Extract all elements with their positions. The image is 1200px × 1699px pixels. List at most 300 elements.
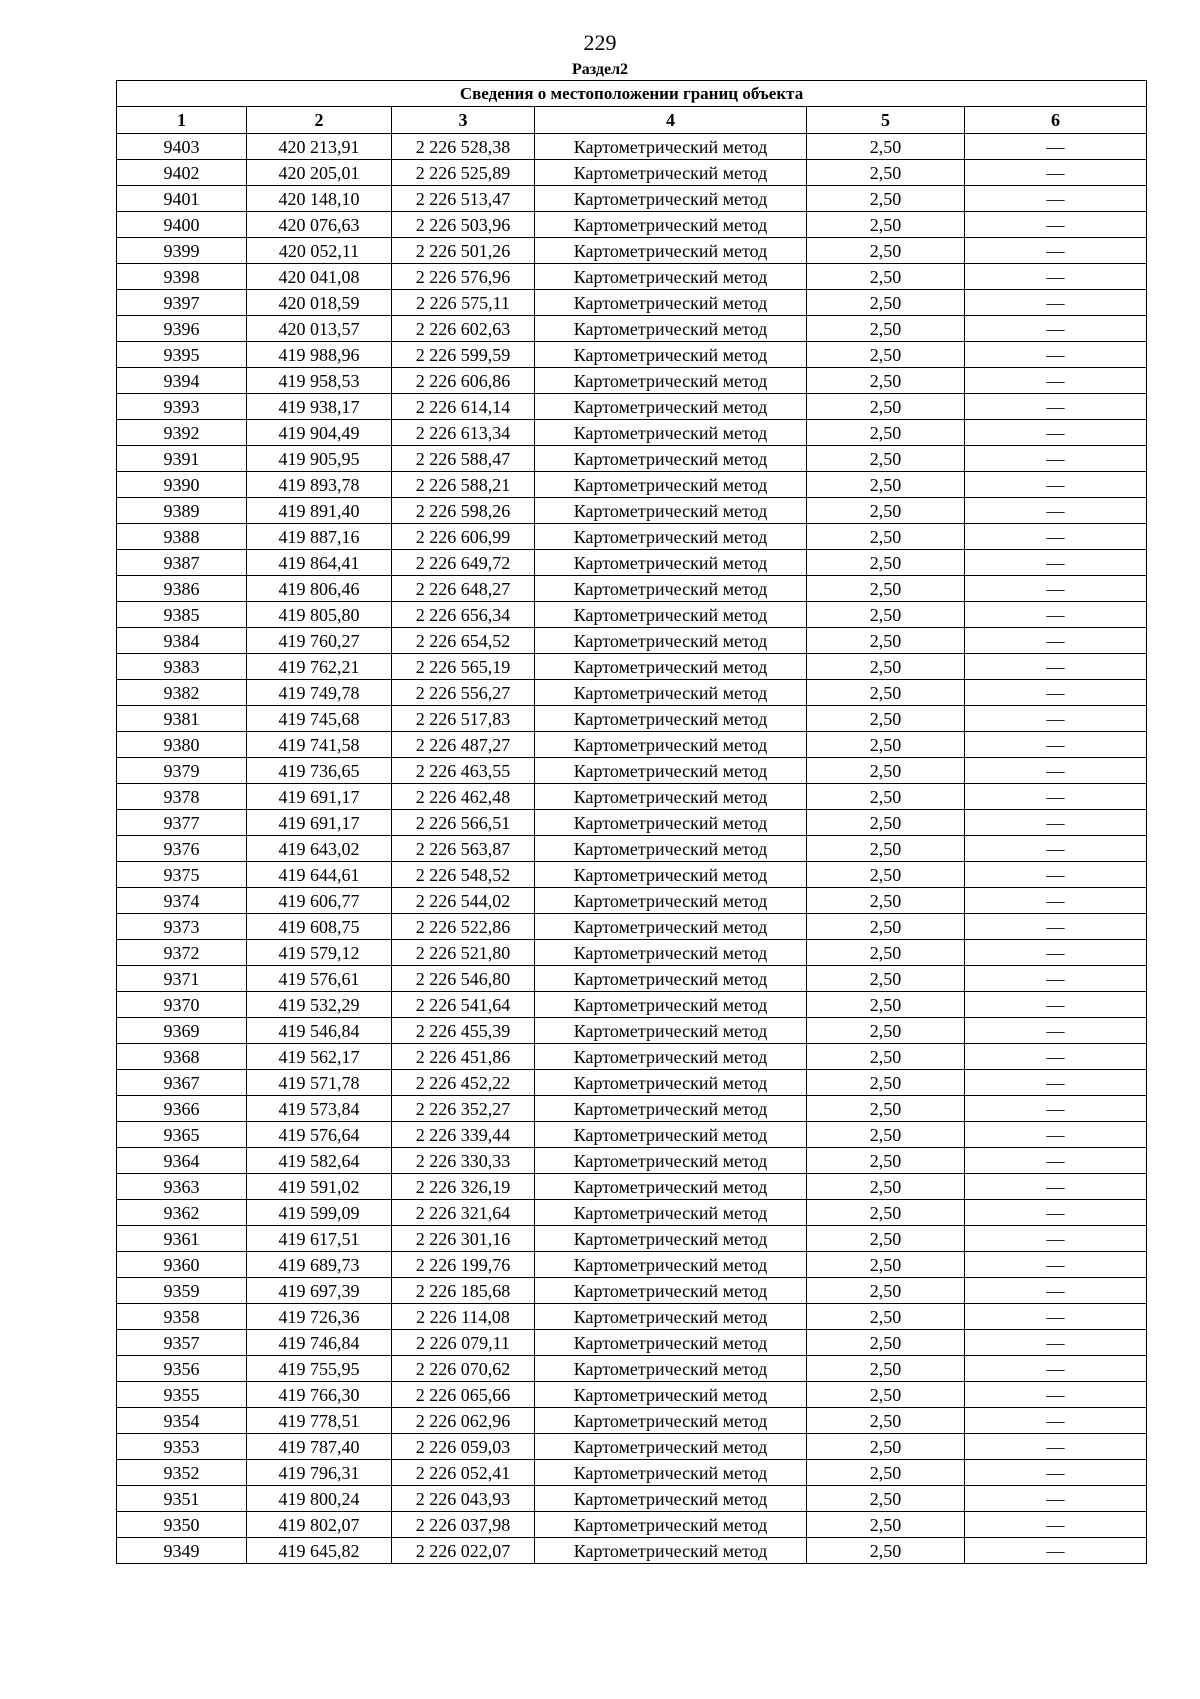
- point-number-cell: 9361: [117, 1226, 247, 1252]
- note-cell: —: [965, 290, 1147, 316]
- boundary-coordinates-table: [116, 80, 1147, 1564]
- y-coordinate-cell: 2 226 541,64: [392, 992, 535, 1018]
- table-row: [117, 134, 1147, 160]
- point-number-cell: 9401: [117, 186, 247, 212]
- accuracy-cell: 2,50: [807, 758, 965, 784]
- y-coordinate-cell: 2 226 503,96: [392, 212, 535, 238]
- method-cell: Картометрический метод: [535, 524, 807, 550]
- accuracy-cell: 2,50: [807, 810, 965, 836]
- method-cell: Картометрический метод: [535, 186, 807, 212]
- y-coordinate-cell: 2 226 522,86: [392, 914, 535, 940]
- accuracy-cell: 2,50: [807, 1486, 965, 1512]
- method-cell: Картометрический метод: [535, 1278, 807, 1304]
- note-cell: —: [965, 212, 1147, 238]
- accuracy-cell: 2,50: [807, 1356, 965, 1382]
- table-row: [117, 160, 1147, 186]
- x-coordinate-cell: 420 052,11: [247, 238, 392, 264]
- accuracy-cell: 2,50: [807, 212, 965, 238]
- note-cell: —: [965, 368, 1147, 394]
- y-coordinate-cell: 2 226 043,93: [392, 1486, 535, 1512]
- accuracy-cell: 2,50: [807, 1174, 965, 1200]
- point-number-cell: 9349: [117, 1538, 247, 1564]
- y-coordinate-cell: 2 226 330,33: [392, 1148, 535, 1174]
- method-cell: Картометрический метод: [535, 836, 807, 862]
- method-cell: Картометрический метод: [535, 420, 807, 446]
- section-title: Раздел2: [571, 61, 629, 78]
- x-coordinate-cell: 419 644,61: [247, 862, 392, 888]
- accuracy-cell: 2,50: [807, 368, 965, 394]
- accuracy-cell: 2,50: [807, 446, 965, 472]
- note-cell: —: [965, 1304, 1147, 1330]
- y-coordinate-cell: 2 226 606,86: [392, 368, 535, 394]
- accuracy-cell: 2,50: [807, 1226, 965, 1252]
- table-row: [117, 1096, 1147, 1122]
- x-coordinate-cell: 419 579,12: [247, 940, 392, 966]
- note-cell: —: [965, 784, 1147, 810]
- accuracy-cell: 2,50: [807, 862, 965, 888]
- accuracy-cell: 2,50: [807, 966, 965, 992]
- note-cell: —: [965, 836, 1147, 862]
- note-cell: —: [965, 1070, 1147, 1096]
- table-row: [117, 732, 1147, 758]
- note-cell: —: [965, 1148, 1147, 1174]
- x-coordinate-cell: 419 802,07: [247, 1512, 392, 1538]
- point-number-cell: 9402: [117, 160, 247, 186]
- x-coordinate-cell: 419 800,24: [247, 1486, 392, 1512]
- table-row: [117, 1174, 1147, 1200]
- y-coordinate-cell: 2 226 052,41: [392, 1460, 535, 1486]
- accuracy-cell: 2,50: [807, 992, 965, 1018]
- y-coordinate-cell: 2 226 528,38: [392, 134, 535, 160]
- table-row: [117, 446, 1147, 472]
- accuracy-cell: 2,50: [807, 1408, 965, 1434]
- accuracy-cell: 2,50: [807, 732, 965, 758]
- x-coordinate-cell: 419 762,21: [247, 654, 392, 680]
- accuracy-cell: 2,50: [807, 1382, 965, 1408]
- note-cell: —: [965, 1408, 1147, 1434]
- accuracy-cell: 2,50: [807, 1148, 965, 1174]
- table-row: [117, 1018, 1147, 1044]
- accuracy-cell: 2,50: [807, 498, 965, 524]
- y-coordinate-cell: 2 226 059,03: [392, 1434, 535, 1460]
- table-row: [117, 836, 1147, 862]
- method-cell: Картометрический метод: [535, 264, 807, 290]
- accuracy-cell: 2,50: [807, 550, 965, 576]
- table-row: [117, 628, 1147, 654]
- accuracy-cell: 2,50: [807, 602, 965, 628]
- x-coordinate-cell: 419 904,49: [247, 420, 392, 446]
- y-coordinate-cell: 2 226 613,34: [392, 420, 535, 446]
- y-coordinate-cell: 2 226 598,26: [392, 498, 535, 524]
- accuracy-cell: 2,50: [807, 836, 965, 862]
- y-coordinate-cell: 2 226 606,99: [392, 524, 535, 550]
- note-cell: —: [965, 472, 1147, 498]
- accuracy-cell: 2,50: [807, 238, 965, 264]
- x-coordinate-cell: 419 617,51: [247, 1226, 392, 1252]
- table-row: [117, 420, 1147, 446]
- note-cell: —: [965, 160, 1147, 186]
- point-number-cell: 9376: [117, 836, 247, 862]
- note-cell: —: [965, 1018, 1147, 1044]
- y-coordinate-cell: 2 226 599,59: [392, 342, 535, 368]
- table-row: [117, 602, 1147, 628]
- x-coordinate-cell: 419 562,17: [247, 1044, 392, 1070]
- method-cell: Картометрический метод: [535, 1434, 807, 1460]
- x-coordinate-cell: 419 691,17: [247, 784, 392, 810]
- method-cell: Картометрический метод: [535, 368, 807, 394]
- x-coordinate-cell: 419 571,78: [247, 1070, 392, 1096]
- table-row: [117, 1434, 1147, 1460]
- accuracy-cell: 2,50: [807, 186, 965, 212]
- note-cell: —: [965, 1252, 1147, 1278]
- x-coordinate-cell: 419 864,41: [247, 550, 392, 576]
- table-row: [117, 1252, 1147, 1278]
- y-coordinate-cell: 2 226 575,11: [392, 290, 535, 316]
- note-cell: —: [965, 1382, 1147, 1408]
- point-number-cell: 9375: [117, 862, 247, 888]
- x-coordinate-cell: 419 805,80: [247, 602, 392, 628]
- accuracy-cell: 2,50: [807, 342, 965, 368]
- column-header: 4: [535, 107, 807, 134]
- table-row: [117, 1044, 1147, 1070]
- table-row: [117, 576, 1147, 602]
- table-row: [117, 290, 1147, 316]
- table-row: [117, 706, 1147, 732]
- x-coordinate-cell: 420 013,57: [247, 316, 392, 342]
- point-number-cell: 9358: [117, 1304, 247, 1330]
- accuracy-cell: 2,50: [807, 1122, 965, 1148]
- point-number-cell: 9398: [117, 264, 247, 290]
- x-coordinate-cell: 419 778,51: [247, 1408, 392, 1434]
- point-number-cell: 9372: [117, 940, 247, 966]
- point-number-cell: 9356: [117, 1356, 247, 1382]
- table-row: [117, 472, 1147, 498]
- table-row: [117, 680, 1147, 706]
- note-cell: —: [965, 238, 1147, 264]
- point-number-cell: 9387: [117, 550, 247, 576]
- x-coordinate-cell: 420 205,01: [247, 160, 392, 186]
- x-coordinate-cell: 419 755,95: [247, 1356, 392, 1382]
- method-cell: Картометрический метод: [535, 1018, 807, 1044]
- table-row: [117, 1070, 1147, 1096]
- accuracy-cell: 2,50: [807, 1512, 965, 1538]
- note-cell: —: [965, 1434, 1147, 1460]
- method-cell: Картометрический метод: [535, 1356, 807, 1382]
- method-cell: Картометрический метод: [535, 1096, 807, 1122]
- table-row: [117, 238, 1147, 264]
- method-cell: Картометрический метод: [535, 1538, 807, 1564]
- table-row: [117, 992, 1147, 1018]
- table-row: [117, 1304, 1147, 1330]
- accuracy-cell: 2,50: [807, 1278, 965, 1304]
- note-cell: —: [965, 576, 1147, 602]
- y-coordinate-cell: 2 226 546,80: [392, 966, 535, 992]
- x-coordinate-cell: 419 697,39: [247, 1278, 392, 1304]
- method-cell: Картометрический метод: [535, 1252, 807, 1278]
- method-cell: Картометрический метод: [535, 1044, 807, 1070]
- accuracy-cell: 2,50: [807, 394, 965, 420]
- y-coordinate-cell: 2 226 352,27: [392, 1096, 535, 1122]
- y-coordinate-cell: 2 226 525,89: [392, 160, 535, 186]
- column-number-row: [117, 107, 1147, 134]
- table-row: [117, 1200, 1147, 1226]
- x-coordinate-cell: 419 576,61: [247, 966, 392, 992]
- accuracy-cell: 2,50: [807, 134, 965, 160]
- point-number-cell: 9362: [117, 1200, 247, 1226]
- note-cell: —: [965, 862, 1147, 888]
- x-coordinate-cell: 419 905,95: [247, 446, 392, 472]
- table-row: [117, 654, 1147, 680]
- y-coordinate-cell: 2 226 065,66: [392, 1382, 535, 1408]
- y-coordinate-cell: 2 226 649,72: [392, 550, 535, 576]
- table-row: [117, 1122, 1147, 1148]
- table-row: [117, 966, 1147, 992]
- table-body: [117, 134, 1147, 1564]
- method-cell: Картометрический метод: [535, 134, 807, 160]
- note-cell: —: [965, 550, 1147, 576]
- point-number-cell: 9354: [117, 1408, 247, 1434]
- method-cell: Картометрический метод: [535, 1382, 807, 1408]
- note-cell: —: [965, 940, 1147, 966]
- y-coordinate-cell: 2 226 199,76: [392, 1252, 535, 1278]
- accuracy-cell: 2,50: [807, 1330, 965, 1356]
- x-coordinate-cell: 419 741,58: [247, 732, 392, 758]
- accuracy-cell: 2,50: [807, 1252, 965, 1278]
- note-cell: —: [965, 1460, 1147, 1486]
- point-number-cell: 9357: [117, 1330, 247, 1356]
- accuracy-cell: 2,50: [807, 628, 965, 654]
- column-header: 1: [117, 107, 247, 134]
- table-row: [117, 810, 1147, 836]
- point-number-cell: 9399: [117, 238, 247, 264]
- point-number-cell: 9393: [117, 394, 247, 420]
- x-coordinate-cell: 419 760,27: [247, 628, 392, 654]
- method-cell: Картометрический метод: [535, 576, 807, 602]
- y-coordinate-cell: 2 226 588,47: [392, 446, 535, 472]
- point-number-cell: 9364: [117, 1148, 247, 1174]
- y-coordinate-cell: 2 226 556,27: [392, 680, 535, 706]
- note-cell: —: [965, 1538, 1147, 1564]
- x-coordinate-cell: 419 893,78: [247, 472, 392, 498]
- accuracy-cell: 2,50: [807, 654, 965, 680]
- x-coordinate-cell: 419 766,30: [247, 1382, 392, 1408]
- table-row: [117, 524, 1147, 550]
- note-cell: —: [965, 602, 1147, 628]
- point-number-cell: 9381: [117, 706, 247, 732]
- x-coordinate-cell: 419 691,17: [247, 810, 392, 836]
- table-row: [117, 1226, 1147, 1252]
- method-cell: Картометрический метод: [535, 914, 807, 940]
- point-number-cell: 9383: [117, 654, 247, 680]
- accuracy-cell: 2,50: [807, 680, 965, 706]
- note-cell: —: [965, 1486, 1147, 1512]
- note-cell: —: [965, 992, 1147, 1018]
- y-coordinate-cell: 2 226 517,83: [392, 706, 535, 732]
- method-cell: Картометрический метод: [535, 758, 807, 784]
- x-coordinate-cell: 419 546,84: [247, 1018, 392, 1044]
- y-coordinate-cell: 2 226 654,52: [392, 628, 535, 654]
- x-coordinate-cell: 419 599,09: [247, 1200, 392, 1226]
- method-cell: Картометрический метод: [535, 1486, 807, 1512]
- table-row: [117, 784, 1147, 810]
- y-coordinate-cell: 2 226 452,22: [392, 1070, 535, 1096]
- accuracy-cell: 2,50: [807, 706, 965, 732]
- note-cell: —: [965, 966, 1147, 992]
- y-coordinate-cell: 2 226 656,34: [392, 602, 535, 628]
- table-row: [117, 368, 1147, 394]
- method-cell: Картометрический метод: [535, 1460, 807, 1486]
- method-cell: Картометрический метод: [535, 316, 807, 342]
- point-number-cell: 9351: [117, 1486, 247, 1512]
- table-row: [117, 212, 1147, 238]
- method-cell: Картометрический метод: [535, 342, 807, 368]
- point-number-cell: 9352: [117, 1460, 247, 1486]
- x-coordinate-cell: 420 041,08: [247, 264, 392, 290]
- table-row: [117, 264, 1147, 290]
- point-number-cell: 9373: [117, 914, 247, 940]
- y-coordinate-cell: 2 226 301,16: [392, 1226, 535, 1252]
- table-row: [117, 1486, 1147, 1512]
- x-coordinate-cell: 419 746,84: [247, 1330, 392, 1356]
- accuracy-cell: 2,50: [807, 940, 965, 966]
- point-number-cell: 9386: [117, 576, 247, 602]
- x-coordinate-cell: 420 018,59: [247, 290, 392, 316]
- table-row: [117, 1512, 1147, 1538]
- table-row: [117, 1278, 1147, 1304]
- note-cell: —: [965, 914, 1147, 940]
- point-number-cell: 9395: [117, 342, 247, 368]
- accuracy-cell: 2,50: [807, 1096, 965, 1122]
- method-cell: Картометрический метод: [535, 992, 807, 1018]
- accuracy-cell: 2,50: [807, 472, 965, 498]
- method-cell: Картометрический метод: [535, 1122, 807, 1148]
- accuracy-cell: 2,50: [807, 316, 965, 342]
- method-cell: Картометрический метод: [535, 810, 807, 836]
- note-cell: —: [965, 420, 1147, 446]
- note-cell: —: [965, 810, 1147, 836]
- point-number-cell: 9359: [117, 1278, 247, 1304]
- x-coordinate-cell: 419 645,82: [247, 1538, 392, 1564]
- point-number-cell: 9369: [117, 1018, 247, 1044]
- x-coordinate-cell: 419 576,64: [247, 1122, 392, 1148]
- method-cell: Картометрический метод: [535, 654, 807, 680]
- column-header: 5: [807, 107, 965, 134]
- accuracy-cell: 2,50: [807, 888, 965, 914]
- y-coordinate-cell: 2 226 602,63: [392, 316, 535, 342]
- table-row: [117, 1382, 1147, 1408]
- note-cell: —: [965, 1512, 1147, 1538]
- point-number-cell: 9403: [117, 134, 247, 160]
- point-number-cell: 9377: [117, 810, 247, 836]
- point-number-cell: 9365: [117, 1122, 247, 1148]
- y-coordinate-cell: 2 226 501,26: [392, 238, 535, 264]
- x-coordinate-cell: 419 608,75: [247, 914, 392, 940]
- x-coordinate-cell: 419 891,40: [247, 498, 392, 524]
- x-coordinate-cell: 419 643,02: [247, 836, 392, 862]
- note-cell: —: [965, 732, 1147, 758]
- method-cell: Картометрический метод: [535, 680, 807, 706]
- x-coordinate-cell: 420 213,91: [247, 134, 392, 160]
- x-coordinate-cell: 420 076,63: [247, 212, 392, 238]
- x-coordinate-cell: 419 745,68: [247, 706, 392, 732]
- note-cell: —: [965, 186, 1147, 212]
- y-coordinate-cell: 2 226 563,87: [392, 836, 535, 862]
- y-coordinate-cell: 2 226 487,27: [392, 732, 535, 758]
- y-coordinate-cell: 2 226 037,98: [392, 1512, 535, 1538]
- x-coordinate-cell: 419 958,53: [247, 368, 392, 394]
- point-number-cell: 9371: [117, 966, 247, 992]
- table-row: [117, 914, 1147, 940]
- point-number-cell: 9355: [117, 1382, 247, 1408]
- x-coordinate-cell: 419 573,84: [247, 1096, 392, 1122]
- point-number-cell: 9390: [117, 472, 247, 498]
- point-number-cell: 9368: [117, 1044, 247, 1070]
- column-header: 6: [965, 107, 1147, 134]
- method-cell: Картометрический метод: [535, 238, 807, 264]
- y-coordinate-cell: 2 226 022,07: [392, 1538, 535, 1564]
- note-cell: —: [965, 134, 1147, 160]
- point-number-cell: 9366: [117, 1096, 247, 1122]
- accuracy-cell: 2,50: [807, 290, 965, 316]
- note-cell: —: [965, 1200, 1147, 1226]
- method-cell: Картометрический метод: [535, 732, 807, 758]
- note-cell: —: [965, 1356, 1147, 1382]
- y-coordinate-cell: 2 226 079,11: [392, 1330, 535, 1356]
- method-cell: Картометрический метод: [535, 966, 807, 992]
- point-number-cell: 9363: [117, 1174, 247, 1200]
- note-cell: —: [965, 498, 1147, 524]
- y-coordinate-cell: 2 226 648,27: [392, 576, 535, 602]
- note-cell: —: [965, 628, 1147, 654]
- method-cell: Картометрический метод: [535, 862, 807, 888]
- method-cell: Картометрический метод: [535, 1304, 807, 1330]
- method-cell: Картометрический метод: [535, 498, 807, 524]
- y-coordinate-cell: 2 226 326,19: [392, 1174, 535, 1200]
- y-coordinate-cell: 2 226 513,47: [392, 186, 535, 212]
- method-cell: Картометрический метод: [535, 602, 807, 628]
- table-row: [117, 940, 1147, 966]
- y-coordinate-cell: 2 226 614,14: [392, 394, 535, 420]
- x-coordinate-cell: 419 787,40: [247, 1434, 392, 1460]
- note-cell: —: [965, 1278, 1147, 1304]
- y-coordinate-cell: 2 226 339,44: [392, 1122, 535, 1148]
- point-number-cell: 9396: [117, 316, 247, 342]
- accuracy-cell: 2,50: [807, 1538, 965, 1564]
- table-row: [117, 758, 1147, 784]
- note-cell: —: [965, 1122, 1147, 1148]
- point-number-cell: 9367: [117, 1070, 247, 1096]
- method-cell: Картометрический метод: [535, 212, 807, 238]
- note-cell: —: [965, 706, 1147, 732]
- point-number-cell: 9392: [117, 420, 247, 446]
- note-cell: —: [965, 1174, 1147, 1200]
- method-cell: Картометрический метод: [535, 1408, 807, 1434]
- table-row: [117, 498, 1147, 524]
- y-coordinate-cell: 2 226 321,64: [392, 1200, 535, 1226]
- y-coordinate-cell: 2 226 455,39: [392, 1018, 535, 1044]
- accuracy-cell: 2,50: [807, 784, 965, 810]
- table-row: [117, 394, 1147, 420]
- point-number-cell: 9397: [117, 290, 247, 316]
- y-coordinate-cell: 2 226 544,02: [392, 888, 535, 914]
- x-coordinate-cell: 419 796,31: [247, 1460, 392, 1486]
- x-coordinate-cell: 420 148,10: [247, 186, 392, 212]
- method-cell: Картометрический метод: [535, 1200, 807, 1226]
- method-cell: Картометрический метод: [535, 290, 807, 316]
- y-coordinate-cell: 2 226 565,19: [392, 654, 535, 680]
- x-coordinate-cell: 419 582,64: [247, 1148, 392, 1174]
- point-number-cell: 9384: [117, 628, 247, 654]
